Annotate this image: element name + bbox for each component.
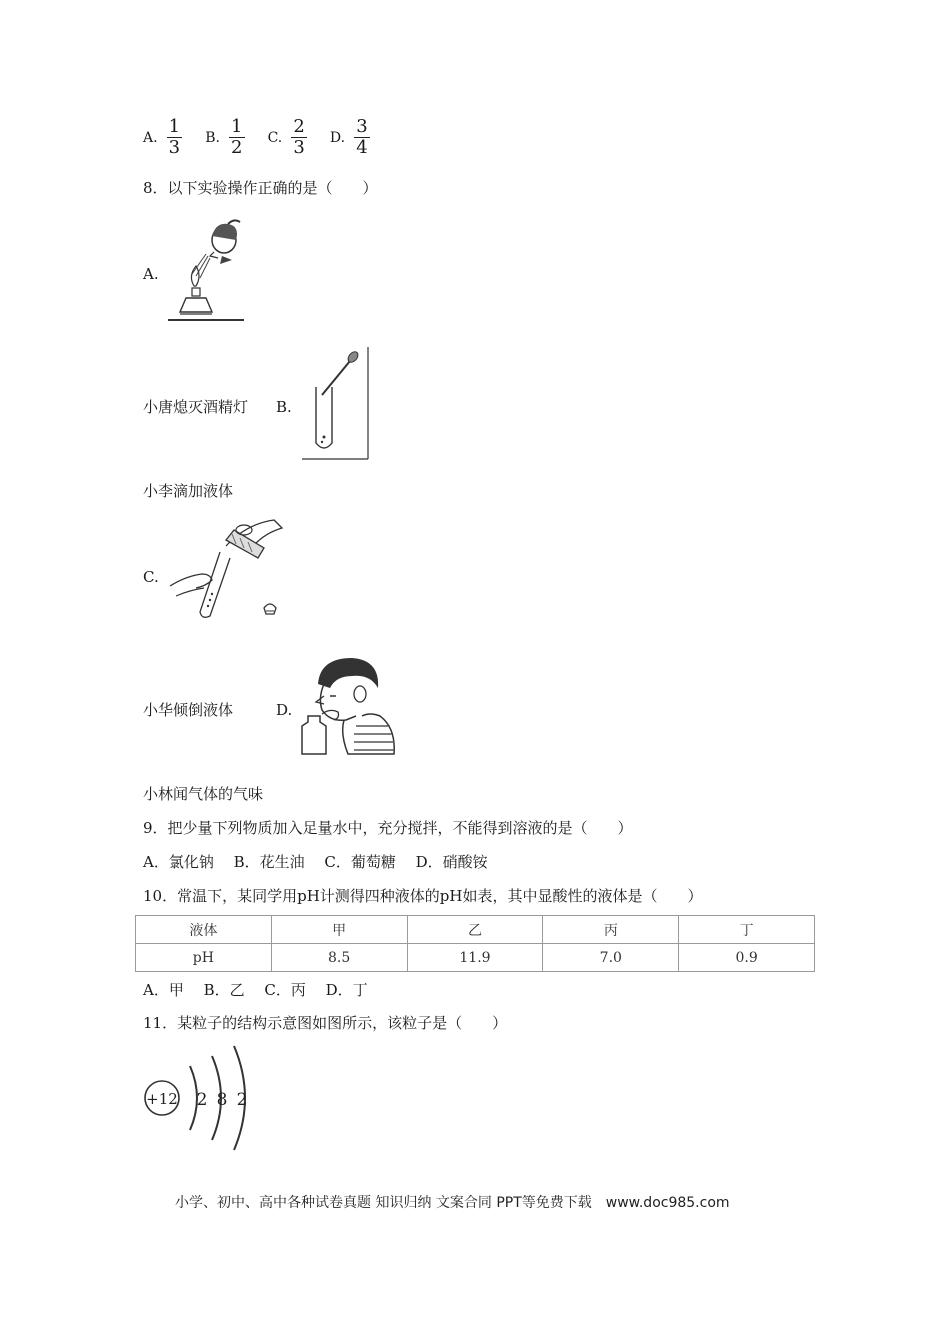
q8-option-a-caption: 小唐熄灭酒精灯 <box>143 398 249 416</box>
q7-option-a-label: A. <box>143 129 158 146</box>
ph-table-cell: 0.9 <box>679 944 815 972</box>
q7-option-b-fraction: $\frac{1}{2}$ <box>231 116 243 158</box>
ph-table-cell: 7.0 <box>543 944 679 972</box>
q8-option-a-label: A. <box>143 265 159 283</box>
q8-option-d-caption: 小林闻气体的气味 <box>143 785 264 803</box>
q8-option-c-caption: 小华倾倒液体 <box>143 701 234 719</box>
q8-option-b-caption: 小李滴加液体 <box>143 482 234 500</box>
q8-question: 8．以下实验操作正确的是（ ） <box>143 179 378 197</box>
ph-table-cell: pH <box>136 944 272 972</box>
q10-question: 10．常温下，某同学用pH计测得四种液体的pH如表，其中显酸性的液体是（ ） <box>143 887 703 905</box>
ph-table-value-row <box>136 944 815 972</box>
ph-table-cell: 甲 <box>271 916 407 944</box>
q7-option-d-fraction: $\frac{3}{4}$ <box>356 116 368 158</box>
shell-electrons-3: 2 <box>236 1090 248 1110</box>
dropper-test-tube-illustration <box>300 347 370 461</box>
shell-electrons-2: 8 <box>216 1090 228 1110</box>
q8-option-b-label: B. <box>276 398 292 416</box>
ph-table-cell: 液体 <box>136 916 272 944</box>
shell-electrons-1: 2 <box>196 1090 208 1110</box>
pour-liquid-illustration <box>166 516 286 622</box>
smell-gas-illustration <box>300 654 398 758</box>
nucleus-charge: +12 <box>146 1090 178 1108</box>
q9-options: A．氯化钠 B．花生油 C．葡萄糖 D．硝酸铵 <box>143 853 488 871</box>
ph-table-cell: 丁 <box>679 916 815 944</box>
ph-table-cell: 8.5 <box>271 944 407 972</box>
ph-table-header-row <box>136 916 815 944</box>
atom-structure-diagram <box>140 1042 256 1154</box>
q7-option-c-fraction: $\frac{2}{3}$ <box>293 116 305 158</box>
q7-option-c-label: C. <box>267 129 283 146</box>
q9-question: 9．把少量下列物质加入足量水中，充分搅拌，不能得到溶液的是（ ） <box>143 819 633 837</box>
q7-option-d-label: D. <box>329 129 346 146</box>
q8-option-c-label: C. <box>143 568 159 586</box>
ph-table-cell: 丙 <box>543 916 679 944</box>
extinguish-lamp-illustration <box>166 216 246 324</box>
q7-option-b-label: B. <box>205 129 220 146</box>
ph-table <box>135 915 815 972</box>
ph-table-cell: 乙 <box>407 916 543 944</box>
q7-options <box>143 118 370 157</box>
q7-option-a-fraction: $\frac{1}{3}$ <box>168 116 181 158</box>
q8-option-d-label: D. <box>276 701 293 719</box>
ph-table-cell: 11.9 <box>407 944 543 972</box>
q10-options: A．甲 B．乙 C．丙 D．丁 <box>143 981 368 999</box>
q11-question: 11．某粒子的结构示意图如图所示，该粒子是（ ） <box>143 1014 508 1032</box>
footer-text: 小学、初中、高中各种试卷真题 知识归纳 文案合同 PPT等免费下载 www.doc985.com <box>175 1195 730 1211</box>
